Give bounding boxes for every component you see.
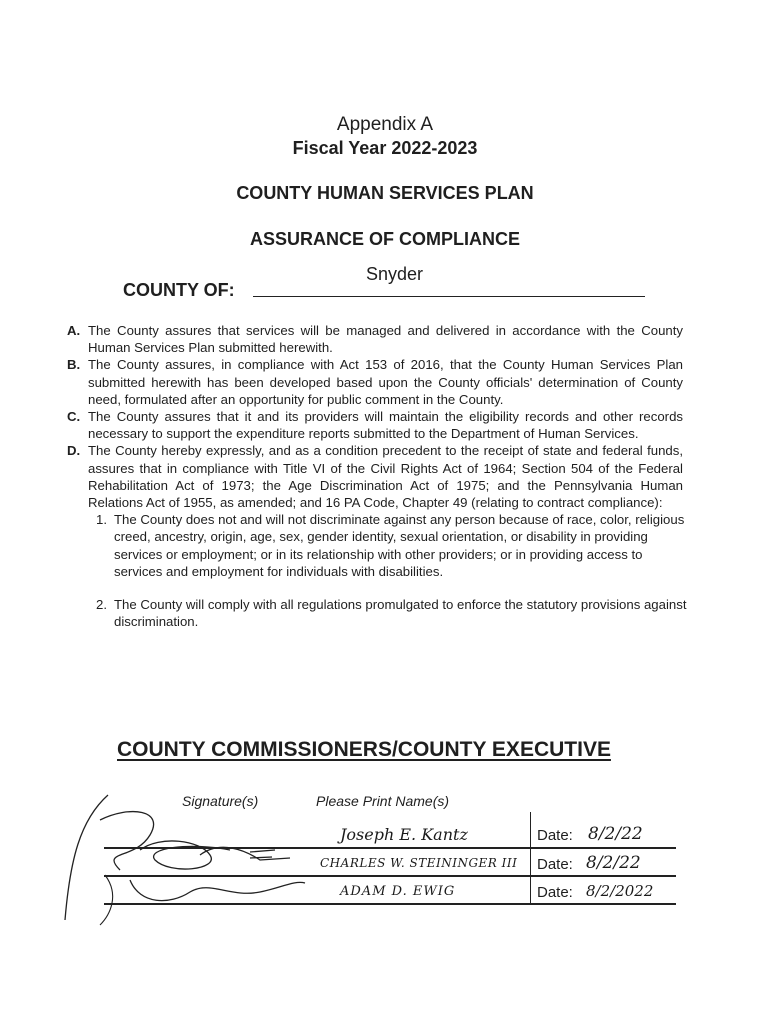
county-label: COUNTY OF: xyxy=(123,280,235,300)
item-letter: D. xyxy=(67,443,81,459)
subitem-text: The County will comply with all regulations promulgated to enforce the statutory provisions against discrimination. xyxy=(114,597,687,630)
subitem-2 xyxy=(96,596,688,630)
printed-name-3: ADAM D. EWIG xyxy=(340,884,456,899)
fiscal-year: Fiscal Year 2022-2023 xyxy=(292,138,478,158)
signature-row-line-2 xyxy=(104,875,676,877)
printed-name-1: Joseph E. Kantz xyxy=(340,825,468,844)
assurance-title: ASSURANCE OF COMPLIANCE xyxy=(249,229,520,249)
subitem-1 xyxy=(96,511,688,580)
assurance-item-d xyxy=(67,442,683,511)
signature-row-line-1 xyxy=(104,847,676,849)
item-letter: C. xyxy=(67,409,81,425)
handwritten-signatures xyxy=(60,780,360,930)
county-underline xyxy=(253,296,645,297)
printed-name-2: CHARLES W. STEININGER III xyxy=(320,856,518,870)
assurance-item-a xyxy=(67,322,683,356)
item-letter: B. xyxy=(67,357,81,373)
date-label-3: Date: xyxy=(537,884,573,901)
date-column-divider xyxy=(530,812,531,904)
county-value: Snyder xyxy=(366,264,424,284)
assurance-item-c xyxy=(67,408,683,442)
signature-column-header: Signature(s) xyxy=(182,793,259,809)
commissioners-title: COUNTY COMMISSIONERS/COUNTY EXECUTIVE xyxy=(117,738,611,761)
item-text: The County hereby expressly, and as a condition precedent to the receipt of state and federal funds, assures that in compliance with Title VI of the Civil Rights Act of 1964; Section 504 of the Federal Rehabilitation Act of 1973; the Age Discrimination Act of 1975; and the Pennsylvania Human Relations Act of 1955, as amended; and 16 PA Code, Chapter 49 (relating to contract compliance): xyxy=(88,443,683,511)
subitem-number: 2. xyxy=(96,597,107,613)
appendix-label: Appendix A xyxy=(336,114,434,135)
subitem-text: The County does not and will not discriminate against any person because of race, color, religious creed, ancestry, origin, age, sex, gender identity, sexual orientation, or disability in providing services or employment; or in its relationship with other providers; or in providing access to services and employment for individuals with disabilities. xyxy=(114,512,685,579)
assurance-item-b xyxy=(67,356,683,408)
item-letter: A. xyxy=(67,323,81,338)
item-text: The County assures that services will be managed and delivered in accordance with the County Human Services Plan submitted herewith. xyxy=(88,323,683,356)
date-label-1: Date: xyxy=(537,827,573,844)
assurance-list xyxy=(67,322,687,630)
date-value-2: 8/2/22 xyxy=(586,853,641,873)
item-text: The County assures that it and its providers will maintain the eligibility records and other records necessary to support the expenditure reports submitted to the Department of Human Services. xyxy=(88,409,683,442)
date-value-3: 8/2/2022 xyxy=(586,882,654,900)
signature-row-line-3 xyxy=(104,903,676,905)
plan-title: COUNTY HUMAN SERVICES PLAN xyxy=(236,183,534,203)
date-label-2: Date: xyxy=(537,856,573,873)
subitem-number: 1. xyxy=(96,512,107,528)
date-value-1: 8/2/22 xyxy=(588,824,643,844)
item-text: The County assures, in compliance with Act 153 of 2016, that the County Human Services Plan submitted herewith has been developed based upon the County officials' determination of County need, formulated after an opportunity for public comment in the County. xyxy=(88,357,683,407)
print-name-column-header: Please Print Name(s) xyxy=(316,793,450,809)
